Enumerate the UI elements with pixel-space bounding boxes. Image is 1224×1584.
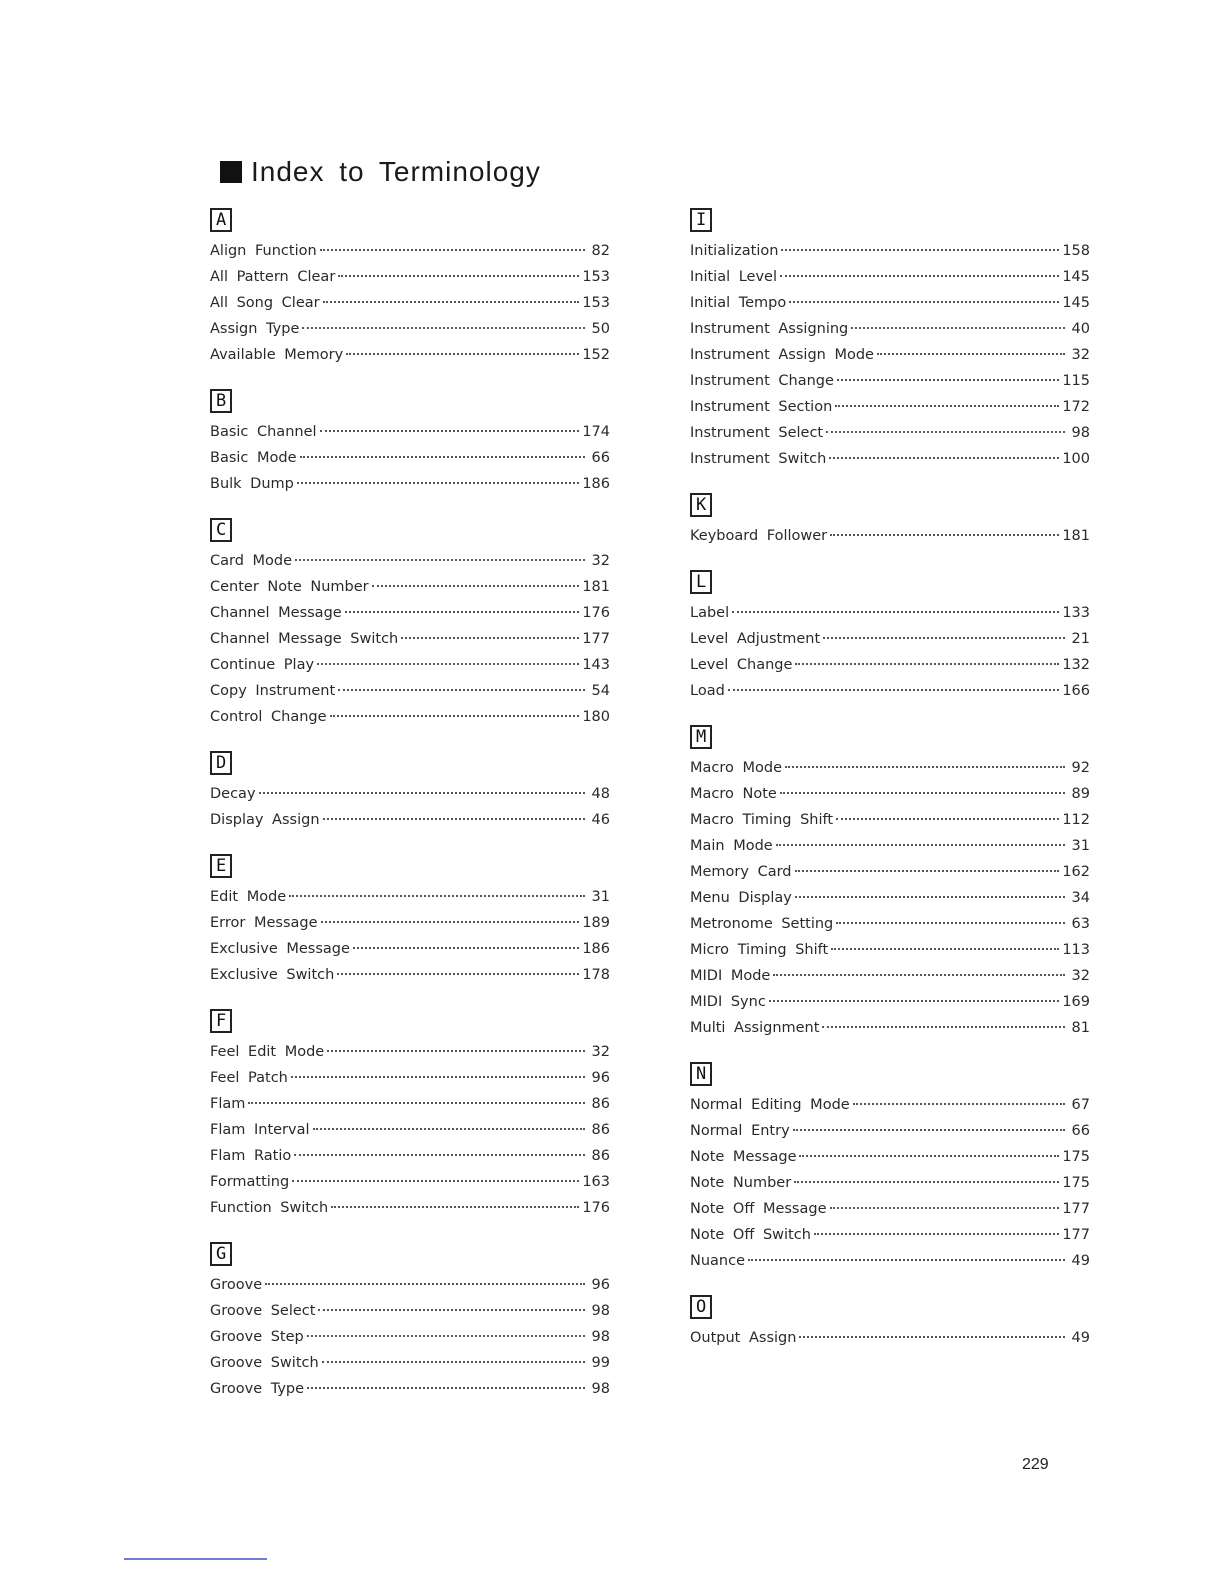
entry-page-number: 153 xyxy=(582,295,610,311)
index-entry xyxy=(690,781,1090,807)
dot-leader xyxy=(799,1155,1059,1157)
dot-leader xyxy=(401,637,579,639)
index-entry xyxy=(690,652,1090,678)
index-entry xyxy=(690,446,1090,472)
index-entry xyxy=(210,704,610,730)
entry-term: All Pattern Clear xyxy=(210,269,336,285)
dot-leader xyxy=(780,792,1065,794)
dot-leader xyxy=(259,792,585,794)
entry-term: Formatting xyxy=(210,1174,290,1190)
dot-leader xyxy=(372,585,580,587)
index-entry xyxy=(210,1169,610,1195)
entry-page-number: 133 xyxy=(1062,605,1090,621)
index-entry xyxy=(690,316,1090,342)
index-entry xyxy=(210,600,610,626)
dot-leader xyxy=(302,327,585,329)
dot-leader xyxy=(795,870,1060,872)
index-entry xyxy=(690,807,1090,833)
entry-page-number: 46 xyxy=(591,812,610,828)
dot-leader xyxy=(780,275,1059,277)
entry-term: Groove Type xyxy=(210,1381,305,1397)
section-letter-box: E xyxy=(210,854,232,878)
entry-term: Instrument Assign Mode xyxy=(690,347,874,363)
section-letter-box: G xyxy=(210,1242,232,1266)
entry-page-number: 98 xyxy=(591,1303,610,1319)
index-section xyxy=(210,751,610,833)
entry-term: Instrument Select xyxy=(690,425,824,441)
entry-page-number: 176 xyxy=(582,605,610,621)
page-number: 229 xyxy=(1022,1456,1049,1473)
entry-term: Channel Message xyxy=(210,605,342,621)
entry-term: Groove Select xyxy=(210,1303,316,1319)
dot-leader xyxy=(795,896,1065,898)
entry-term: Menu Display xyxy=(690,890,792,906)
entry-page-number: 180 xyxy=(582,709,610,725)
entry-term: Normal Editing Mode xyxy=(690,1097,850,1113)
entry-term: Metronome Setting xyxy=(690,916,834,932)
index-entry xyxy=(210,936,610,962)
entry-page-number: 143 xyxy=(582,657,610,673)
index-entry xyxy=(690,1325,1090,1351)
entry-term: Align Function xyxy=(210,243,317,259)
entry-term: Instrument Change xyxy=(690,373,834,389)
entry-term: Edit Mode xyxy=(210,889,287,905)
dot-leader xyxy=(300,456,585,458)
dot-leader xyxy=(837,379,1059,381)
index-section xyxy=(210,389,610,497)
index-entry xyxy=(690,1092,1090,1118)
entry-page-number: 98 xyxy=(591,1381,610,1397)
entry-term: Micro Timing Shift xyxy=(690,942,829,958)
entry-page-number: 40 xyxy=(1071,321,1090,337)
index-section xyxy=(690,1295,1090,1351)
entry-term: Macro Note xyxy=(690,786,777,802)
entry-page-number: 21 xyxy=(1071,631,1090,647)
entry-term: Load xyxy=(690,683,725,699)
entry-term: Flam Interval xyxy=(210,1122,310,1138)
index-entry xyxy=(210,781,610,807)
entry-page-number: 113 xyxy=(1062,942,1090,958)
entry-term: Center Note Number xyxy=(210,579,369,595)
index-section xyxy=(210,208,610,368)
index-entry xyxy=(210,574,610,600)
entry-page-number: 177 xyxy=(1062,1201,1090,1217)
dot-leader xyxy=(794,1181,1059,1183)
entry-page-number: 169 xyxy=(1062,994,1090,1010)
entry-page-number: 181 xyxy=(1062,528,1090,544)
dot-leader xyxy=(836,922,1065,924)
entry-page-number: 163 xyxy=(582,1174,610,1190)
section-letter-box: A xyxy=(210,208,232,232)
dot-leader xyxy=(789,301,1059,303)
index-entry xyxy=(210,1117,610,1143)
entry-term: Note Off Message xyxy=(690,1201,827,1217)
section-letter-box: B xyxy=(210,389,232,413)
index-section xyxy=(210,1009,610,1221)
dot-leader xyxy=(353,947,579,949)
dot-leader xyxy=(307,1335,585,1337)
index-entry xyxy=(210,419,610,445)
entry-term: Feel Edit Mode xyxy=(210,1044,325,1060)
dot-leader xyxy=(346,353,579,355)
entry-page-number: 92 xyxy=(1071,760,1090,776)
dot-leader xyxy=(292,1180,579,1182)
dot-leader xyxy=(877,353,1065,355)
entry-term: Nuance xyxy=(690,1253,746,1269)
entry-term: Flam xyxy=(210,1096,246,1112)
index-entry xyxy=(210,471,610,497)
entry-page-number: 86 xyxy=(591,1096,610,1112)
entry-page-number: 166 xyxy=(1062,683,1090,699)
entry-page-number: 32 xyxy=(591,553,610,569)
index-entry xyxy=(210,1272,610,1298)
entry-term: Main Mode xyxy=(690,838,773,854)
section-letter-box: N xyxy=(690,1062,712,1086)
index-entry xyxy=(690,290,1090,316)
entry-term: Bulk Dump xyxy=(210,476,294,492)
dot-leader xyxy=(291,1076,585,1078)
section-letter-box: I xyxy=(690,208,712,232)
entry-page-number: 81 xyxy=(1071,1020,1090,1036)
dot-leader xyxy=(826,431,1065,433)
entry-page-number: 186 xyxy=(582,941,610,957)
entry-page-number: 32 xyxy=(1071,347,1090,363)
entry-term: Note Number xyxy=(690,1175,792,1191)
page-title xyxy=(220,156,541,188)
entry-page-number: 177 xyxy=(1062,1227,1090,1243)
entry-page-number: 54 xyxy=(591,683,610,699)
entry-term: Basic Mode xyxy=(210,450,297,466)
entry-term: Flam Ratio xyxy=(210,1148,292,1164)
index-entry xyxy=(210,1143,610,1169)
entry-term: Groove xyxy=(210,1277,263,1293)
entry-term: Initialization xyxy=(690,243,779,259)
index-entry xyxy=(690,963,1090,989)
entry-page-number: 152 xyxy=(582,347,610,363)
entry-page-number: 175 xyxy=(1062,1149,1090,1165)
entry-page-number: 172 xyxy=(1062,399,1090,415)
index-entry xyxy=(210,678,610,704)
index-entry xyxy=(690,1170,1090,1196)
entry-page-number: 89 xyxy=(1071,786,1090,802)
index-column-left xyxy=(210,208,610,1423)
entry-term: Basic Channel xyxy=(210,424,317,440)
entry-term: Display Assign xyxy=(210,812,320,828)
index-entry xyxy=(210,910,610,936)
entry-term: Note Message xyxy=(690,1149,797,1165)
entry-term: Initial Level xyxy=(690,269,778,285)
entry-page-number: 158 xyxy=(1062,243,1090,259)
entry-term: Groove Switch xyxy=(210,1355,319,1371)
entry-term: Normal Entry xyxy=(690,1123,790,1139)
index-entry xyxy=(690,859,1090,885)
entry-term: MIDI Mode xyxy=(690,968,771,984)
dot-leader xyxy=(320,430,580,432)
index-section xyxy=(690,208,1090,472)
entry-term: Error Message xyxy=(210,915,318,931)
dot-leader xyxy=(327,1050,585,1052)
entry-term: Instrument Switch xyxy=(690,451,827,467)
dot-leader xyxy=(345,611,580,613)
index-entry xyxy=(690,626,1090,652)
index-entry xyxy=(210,1039,610,1065)
index-entry xyxy=(690,1015,1090,1041)
dot-leader xyxy=(321,921,580,923)
entry-term: Level Adjustment xyxy=(690,631,821,647)
entry-page-number: 32 xyxy=(1071,968,1090,984)
index-entry xyxy=(690,1118,1090,1144)
entry-page-number: 177 xyxy=(582,631,610,647)
entry-page-number: 66 xyxy=(591,450,610,466)
index-entry xyxy=(690,1196,1090,1222)
dot-leader xyxy=(830,1207,1060,1209)
index-entry xyxy=(210,626,610,652)
section-letter-box: C xyxy=(210,518,232,542)
dot-leader xyxy=(776,844,1065,846)
dot-leader xyxy=(781,249,1059,251)
index-entry xyxy=(210,962,610,988)
index-entry xyxy=(210,264,610,290)
index-entry xyxy=(690,394,1090,420)
entry-term: Control Change xyxy=(210,709,327,725)
index-column-right xyxy=(690,208,1090,1372)
dot-leader xyxy=(295,559,585,561)
index-entry xyxy=(690,911,1090,937)
index-entry xyxy=(690,1248,1090,1274)
dot-leader xyxy=(795,663,1059,665)
index-entry xyxy=(210,1324,610,1350)
index-entry xyxy=(690,1144,1090,1170)
entry-page-number: 162 xyxy=(1062,864,1090,880)
dot-leader xyxy=(773,974,1065,976)
entry-page-number: 174 xyxy=(582,424,610,440)
entry-term: Assign Type xyxy=(210,321,300,337)
entry-term: Feel Patch xyxy=(210,1070,288,1086)
index-entry xyxy=(210,1298,610,1324)
dot-leader xyxy=(338,275,579,277)
dot-leader xyxy=(785,766,1065,768)
index-entry xyxy=(690,420,1090,446)
entry-page-number: 145 xyxy=(1062,295,1090,311)
entry-page-number: 66 xyxy=(1071,1123,1090,1139)
entry-term: Decay xyxy=(210,786,256,802)
dot-leader xyxy=(853,1103,1065,1105)
title-bullet-square-icon xyxy=(220,161,242,183)
index-entry xyxy=(690,989,1090,1015)
entry-term: Card Mode xyxy=(210,553,293,569)
index-entry xyxy=(690,600,1090,626)
dot-leader xyxy=(330,715,580,717)
dot-leader xyxy=(823,637,1065,639)
dot-leader xyxy=(799,1336,1065,1338)
entry-term: Initial Tempo xyxy=(690,295,787,311)
index-entry xyxy=(690,342,1090,368)
entry-page-number: 115 xyxy=(1062,373,1090,389)
entry-page-number: 31 xyxy=(1071,838,1090,854)
entry-page-number: 82 xyxy=(591,243,610,259)
index-entry xyxy=(210,1376,610,1402)
entry-term: Channel Message Switch xyxy=(210,631,399,647)
entry-term: Output Assign xyxy=(690,1330,797,1346)
entry-page-number: 96 xyxy=(591,1070,610,1086)
dot-leader xyxy=(323,301,580,303)
dot-leader xyxy=(793,1129,1065,1131)
dot-leader xyxy=(829,457,1059,459)
entry-term: Instrument Section xyxy=(690,399,833,415)
dot-leader xyxy=(307,1387,585,1389)
dot-leader xyxy=(313,1128,585,1130)
index-section xyxy=(210,1242,610,1402)
entry-term: All Song Clear xyxy=(210,295,320,311)
entry-page-number: 98 xyxy=(1071,425,1090,441)
entry-page-number: 31 xyxy=(591,889,610,905)
index-section xyxy=(690,493,1090,549)
entry-page-number: 153 xyxy=(582,269,610,285)
entry-page-number: 96 xyxy=(591,1277,610,1293)
dot-leader xyxy=(831,948,1059,950)
index-entry xyxy=(210,316,610,342)
dot-leader xyxy=(248,1102,585,1104)
entry-term: Multi Assignment xyxy=(690,1020,820,1036)
entry-page-number: 86 xyxy=(591,1122,610,1138)
entry-term: Memory Card xyxy=(690,864,792,880)
dot-leader xyxy=(748,1259,1065,1261)
dot-leader xyxy=(289,895,585,897)
section-letter-box: D xyxy=(210,751,232,775)
entry-page-number: 189 xyxy=(582,915,610,931)
entry-page-number: 100 xyxy=(1062,451,1090,467)
index-entry xyxy=(210,807,610,833)
section-letter-box: K xyxy=(690,493,712,517)
entry-term: Continue Play xyxy=(210,657,315,673)
dot-leader xyxy=(338,689,585,691)
index-entry xyxy=(210,1195,610,1221)
entry-page-number: 32 xyxy=(591,1044,610,1060)
page-title-text: Index to Terminology xyxy=(251,156,541,187)
index-section xyxy=(210,854,610,988)
index-entry xyxy=(210,1350,610,1376)
index-entry xyxy=(210,548,610,574)
entry-page-number: 48 xyxy=(591,786,610,802)
dot-leader xyxy=(337,973,579,975)
index-entry xyxy=(210,238,610,264)
entry-page-number: 145 xyxy=(1062,269,1090,285)
index-entry xyxy=(210,1091,610,1117)
entry-page-number: 99 xyxy=(591,1355,610,1371)
entry-term: Macro Mode xyxy=(690,760,782,776)
entry-term: Copy Instrument xyxy=(210,683,336,699)
index-entry xyxy=(690,678,1090,704)
entry-term: Keyboard Follower xyxy=(690,528,828,544)
index-entry xyxy=(210,342,610,368)
entry-term: Groove Step xyxy=(210,1329,304,1345)
section-letter-box: M xyxy=(690,725,712,749)
index-section xyxy=(690,570,1090,704)
entry-term: Function Switch xyxy=(210,1200,329,1216)
dot-leader xyxy=(769,1000,1060,1002)
entry-page-number: 49 xyxy=(1071,1330,1090,1346)
entry-page-number: 178 xyxy=(582,967,610,983)
entry-term: MIDI Sync xyxy=(690,994,766,1010)
footer-rule xyxy=(124,1558,267,1560)
dot-leader xyxy=(322,1361,585,1363)
entry-page-number: 112 xyxy=(1062,812,1090,828)
index-section xyxy=(210,518,610,730)
index-entry xyxy=(690,937,1090,963)
entry-page-number: 98 xyxy=(591,1329,610,1345)
dot-leader xyxy=(830,534,1059,536)
dot-leader xyxy=(814,1233,1059,1235)
section-letter-box: O xyxy=(690,1295,712,1319)
entry-term: Level Change xyxy=(690,657,793,673)
index-entry xyxy=(690,755,1090,781)
entry-term: Macro Timing Shift xyxy=(690,812,834,828)
index-entry xyxy=(690,264,1090,290)
entry-page-number: 34 xyxy=(1071,890,1090,906)
dot-leader xyxy=(323,818,585,820)
dot-leader xyxy=(297,482,579,484)
entry-page-number: 50 xyxy=(591,321,610,337)
index-entry xyxy=(690,523,1090,549)
dot-leader xyxy=(294,1154,585,1156)
entry-page-number: 63 xyxy=(1071,916,1090,932)
index-entry xyxy=(690,368,1090,394)
index-entry xyxy=(210,1065,610,1091)
entry-term: Available Memory xyxy=(210,347,344,363)
dot-leader xyxy=(320,249,585,251)
entry-term: Label xyxy=(690,605,730,621)
dot-leader xyxy=(317,663,579,665)
index-entry xyxy=(210,290,610,316)
dot-leader xyxy=(318,1309,585,1311)
index-entry xyxy=(210,652,610,678)
index-entry xyxy=(690,833,1090,859)
entry-term: Exclusive Switch xyxy=(210,967,335,983)
dot-leader xyxy=(732,611,1059,613)
index-entry xyxy=(690,1222,1090,1248)
dot-leader xyxy=(265,1283,585,1285)
dot-leader xyxy=(728,689,1060,691)
dot-leader xyxy=(822,1026,1065,1028)
index-section xyxy=(690,1062,1090,1274)
entry-page-number: 176 xyxy=(582,1200,610,1216)
dot-leader xyxy=(836,818,1059,820)
entry-page-number: 86 xyxy=(591,1148,610,1164)
section-letter-box: L xyxy=(690,570,712,594)
dot-leader xyxy=(331,1206,579,1208)
dot-leader xyxy=(835,405,1059,407)
dot-leader xyxy=(851,327,1065,329)
entry-term: Instrument Assigning xyxy=(690,321,849,337)
index-entry xyxy=(210,884,610,910)
entry-page-number: 49 xyxy=(1071,1253,1090,1269)
entry-page-number: 181 xyxy=(582,579,610,595)
entry-page-number: 132 xyxy=(1062,657,1090,673)
entry-term: Exclusive Message xyxy=(210,941,350,957)
index-section xyxy=(690,725,1090,1041)
index-entry xyxy=(210,445,610,471)
entry-page-number: 67 xyxy=(1071,1097,1090,1113)
entry-page-number: 175 xyxy=(1062,1175,1090,1191)
index-entry xyxy=(690,885,1090,911)
entry-page-number: 186 xyxy=(582,476,610,492)
entry-term: Note Off Switch xyxy=(690,1227,811,1243)
index-entry xyxy=(690,238,1090,264)
section-letter-box: F xyxy=(210,1009,232,1033)
